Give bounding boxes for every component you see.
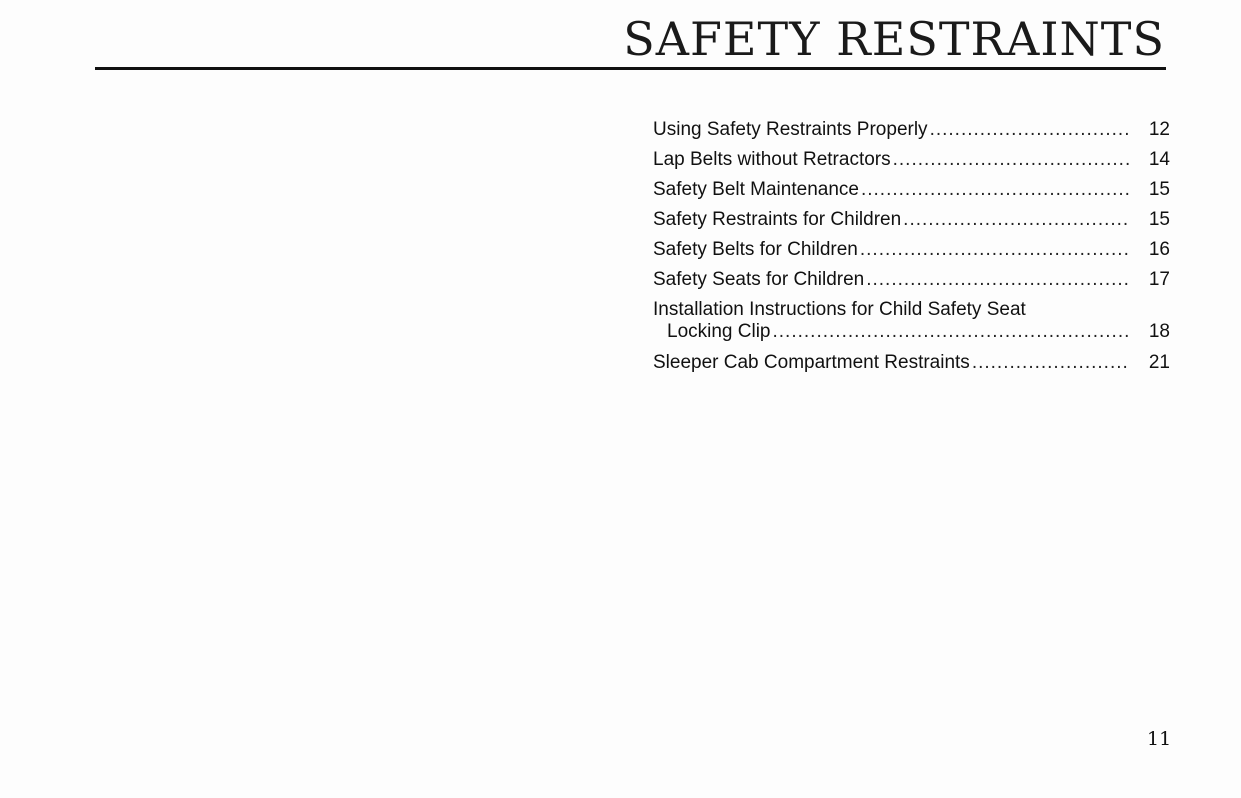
toc-entry-page: 15 — [1148, 209, 1170, 230]
toc-entry-page: 16 — [1148, 239, 1170, 260]
dot-leader — [972, 348, 1130, 378]
toc-entry-page: 21 — [1148, 352, 1170, 373]
toc-entry[interactable] — [653, 348, 1170, 378]
toc-entry-label: Safety Seats for Children — [653, 269, 865, 290]
toc-entry-page: 15 — [1148, 179, 1170, 200]
page-number: 11 — [1147, 728, 1172, 750]
toc-entry[interactable] — [653, 205, 1170, 235]
page-title: SAFETY RESTRAINTS — [623, 12, 1165, 66]
toc-entry[interactable] — [653, 115, 1170, 145]
dot-leader — [930, 115, 1130, 145]
toc-entry-label: Safety Belt Maintenance — [653, 179, 859, 200]
dot-leader — [866, 265, 1130, 295]
toc-entry[interactable] — [653, 265, 1170, 295]
toc-entry[interactable] — [653, 235, 1170, 265]
toc-entry-label: Lap Belts without Retractors — [653, 149, 891, 170]
toc-entry[interactable] — [653, 295, 1170, 348]
table-of-contents — [653, 115, 1170, 378]
dot-leader — [773, 321, 1131, 343]
dot-leader — [903, 205, 1130, 235]
toc-entry-page: 17 — [1148, 269, 1170, 290]
dot-leader — [860, 235, 1130, 265]
toc-entry-page: 12 — [1148, 119, 1170, 140]
toc-entry-label-continued: Locking Clip — [667, 321, 771, 342]
title-rule — [95, 67, 1166, 70]
toc-entry[interactable] — [653, 175, 1170, 205]
toc-entry-label: Installation Instructions for Child Safety Seat — [653, 299, 1026, 320]
toc-entry-page: 14 — [1148, 149, 1170, 170]
toc-entry[interactable] — [653, 145, 1170, 175]
toc-entry-label: Sleeper Cab Compartment Restraints — [653, 352, 970, 373]
toc-entry-label: Using Safety Restraints Properly — [653, 119, 928, 140]
dot-leader — [893, 145, 1130, 175]
dot-leader — [861, 175, 1130, 205]
toc-entry-label: Safety Belts for Children — [653, 239, 858, 260]
toc-entry-label: Safety Restraints for Children — [653, 209, 902, 230]
toc-entry-page: 18 — [1148, 321, 1170, 342]
